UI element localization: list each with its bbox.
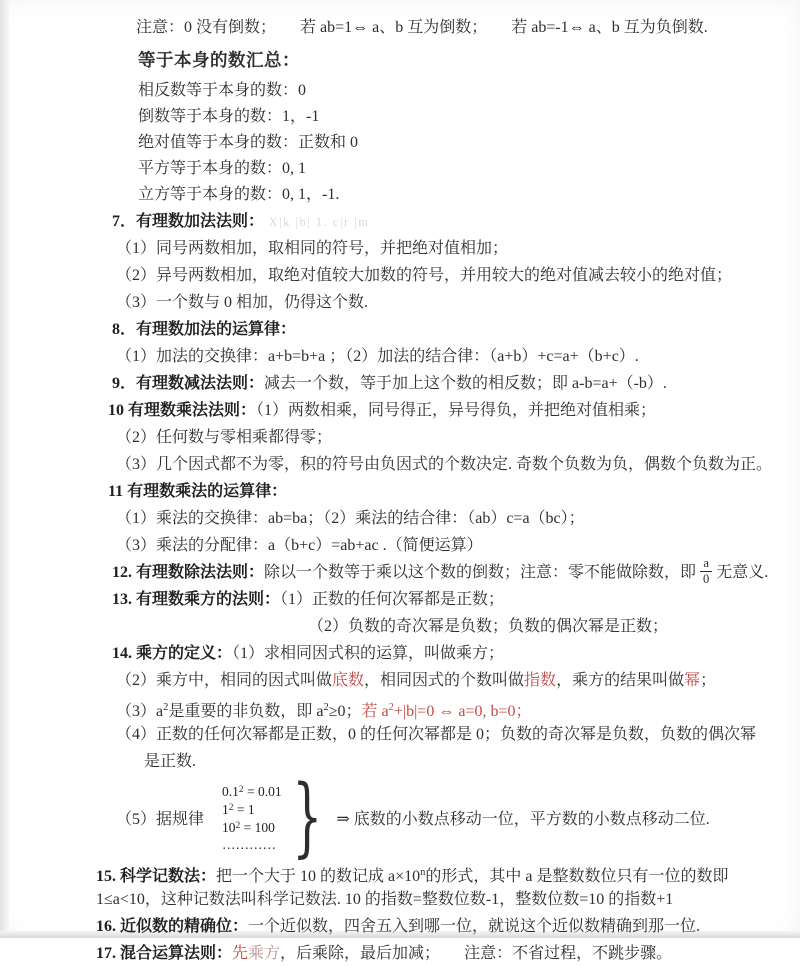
note-reciprocal-line [136, 14, 788, 42]
text-segment: ； [700, 672, 717, 689]
section-13-heading [112, 586, 788, 613]
equation-line [222, 782, 282, 800]
fraction-a-over-0 [700, 557, 712, 585]
text-segment: （1）同号两数相加，取相同的符号，并把绝对值相加； [116, 240, 509, 257]
equation-line [222, 836, 282, 853]
text-segment: （1）加法的交换律：a+b=b+a ；（2）加法的结合律：（a+b）+c=a+（b+c）. [116, 348, 639, 365]
summary-title [138, 45, 788, 75]
equation-line [222, 800, 282, 818]
text-segment: 减去一个数，等于加上这个数的相反数；即 a-b=a+（-b）. [264, 375, 667, 392]
text-segment: 是正数. [144, 753, 197, 770]
text-segment: （2）异号两数相加，取绝对值较大加数的符号，并用较大的绝对值减去较小的绝对值； [116, 267, 733, 284]
text-segment: 等于本身的数汇总： [138, 50, 300, 70]
text-segment: 11 有理数乘法的运算律： [108, 483, 288, 500]
section-16-precision-rule [96, 913, 788, 940]
summary-item-opposite [138, 78, 788, 104]
text-segment: （3）几个因式都不为零，积的符号由负因式的个数决定. 奇数个负数为负，偶数个负数为正。 [116, 456, 773, 473]
text-segment: 17. 混合运算法则： [96, 945, 233, 962]
equation-exponent: 2 [238, 784, 244, 795]
text-segment: （4）正数的任何次幂都是正数，0 的任何次幂都是 0；负数的奇次幂是负数，负数的偶次幂 [116, 726, 757, 743]
text-segment: 13. 有理数乘方的法则： [112, 591, 281, 608]
fraction-numerator: a [703, 556, 709, 571]
section-14-heading [112, 640, 788, 667]
text-segment: 无意义. [716, 564, 769, 581]
fraction-denominator: 0 [700, 571, 712, 586]
text-segment: （3）一个数与 0 相加，仍得这个数. [116, 294, 369, 311]
text-segment: 先 [232, 945, 249, 962]
section-10-item-2 [116, 424, 788, 451]
section-7-heading [112, 208, 788, 235]
summary-item-reciprocal [138, 104, 788, 130]
rule-block-conclusion: ⇒ 底数的小数点移动一位，平方数的小数点移动二位. [336, 810, 710, 828]
text-segment: （1）两数相乘，同号得正，异号得负，并把绝对值相乘； [256, 402, 657, 419]
section-10-item-3 [116, 451, 788, 478]
text-segment: +|b|=0 ⇔ a=0, b=0； [393, 703, 532, 720]
equation-rhs: = 1 [233, 801, 255, 817]
section-17-mixed-operation-rule [96, 940, 788, 967]
text-segment: 10 有理数乘法法则： [108, 402, 257, 419]
section-10-heading [108, 397, 788, 424]
equation-rhs: = 0.01 [243, 783, 282, 799]
equation-base: 0.1 [222, 783, 239, 799]
section-7-item-3 [116, 289, 788, 316]
equation-line [222, 818, 282, 836]
section-12-division-rule [112, 556, 788, 586]
section-8-heading [112, 316, 788, 343]
summary-item-square [138, 156, 788, 182]
section-14-item-2 [116, 667, 788, 694]
text-segment: 是重要的非负数，即 a [168, 703, 324, 720]
text-segment: 除以一个数等于乘以这个数的倒数；注意：零不能做除数，即 [264, 564, 697, 581]
text-segment: ≥0； [328, 703, 362, 720]
text-segment: 底数 [332, 672, 365, 689]
text-segment: 立方等于本身的数：0, 1，-1. [138, 186, 340, 203]
text-segment: 2 [323, 702, 329, 713]
text-segment: 14. 乘方的定义： [112, 645, 233, 662]
section-11-heading [108, 478, 788, 505]
text-segment: 相反数等于本身的数：0 [138, 82, 307, 99]
text-segment: 乘方 [248, 945, 281, 962]
section-15-heading [96, 859, 788, 886]
text-segment: 9．有理数减法法则： [112, 375, 265, 392]
text-segment: （1）正数的任何次幂都是正数； [280, 591, 505, 608]
text-segment: （1）求相同因式积的运算，叫做乘方； [232, 645, 505, 662]
text-segment: 绝对值等于本身的数：正数和 0 [138, 134, 359, 151]
text-segment: 15. 科学记数法： [96, 868, 217, 885]
equation-exponent: 2 [235, 820, 241, 831]
text-segment: 2 [163, 702, 169, 713]
text-segment: （2）乘方中，相同的因式叫做 [116, 672, 333, 689]
text-segment: 幂 [684, 672, 701, 689]
section-14-item-3 [116, 694, 788, 721]
section-8-item-1-2 [116, 343, 788, 370]
equation-base: 1 [222, 801, 229, 817]
equation-base: 10 [222, 819, 236, 835]
section-7-item-2 [116, 262, 788, 289]
text-segment: 2 [388, 702, 394, 713]
text-segment: （2）负数的奇次幂是负数；负数的偶次幂是正数； [308, 618, 669, 635]
section-11-item-1-2 [116, 505, 788, 532]
right-brace-glyph: } [291, 767, 323, 867]
summary-item-absolute [138, 130, 788, 156]
section-11-item-3 [116, 532, 788, 559]
rule-block-equations [222, 782, 282, 853]
section-15-cont [96, 886, 788, 913]
equation-base: ………… [222, 836, 277, 852]
text-segment: （2）任何数与零相乘都得零； [116, 429, 333, 446]
text-segment: （3）a [116, 703, 164, 720]
rule-block [116, 767, 788, 867]
text-segment: 的形式，其中 a 是整数数位只有一位的数即 [425, 868, 729, 885]
text-segment: 若 a [361, 703, 389, 720]
text-segment: 指数 [524, 672, 557, 689]
text-segment: 7．有理数加法法则： [112, 213, 265, 230]
text-segment: 16. 近似数的精确位： [96, 918, 249, 935]
summary-item-cube [138, 182, 788, 208]
text-segment: n [420, 867, 426, 878]
text-segment: 注意：不省过程，不跳步骤。 [432, 945, 673, 962]
text-segment: 12. 有理数除法法则： [112, 564, 265, 581]
section-14-item-4-cont [144, 748, 788, 775]
section-13-item-2 [308, 613, 788, 640]
text-segment: ，相同因式的个数叫做 [364, 672, 525, 689]
text-segment: （3）乘法的分配律：a（b+c）=ab+ac .（简便运算） [116, 537, 483, 554]
text-segment: X|k |b| 1. c|r |m [264, 215, 370, 229]
section-14-item-4 [116, 721, 788, 748]
text-segment: 倒数等于本身的数：1，-1 [138, 108, 320, 125]
section-7-item-1 [116, 235, 788, 262]
text-segment: 1≤a<10，这种记数法叫科学记数法. 10 的指数=整数位数-1，整数位数=10 的指数+1 [96, 891, 674, 908]
text-segment: ，后乘除，最后加减； [280, 945, 433, 962]
text-segment: （1）乘法的交换律：ab=ba；（2）乘法的结合律：（ab）c=a（bc）； [116, 510, 585, 527]
text-segment: 注意：0 没有倒数； 若 ab=1⇔ a、b 互为倒数； 若 ab=-1⇔ a、b 互为负倒数. [136, 19, 708, 36]
text-segment: 平方等于本身的数：0, 1 [138, 160, 307, 177]
text-segment: 8．有理数加法的运算律： [112, 321, 297, 338]
rule-block-label: （5）据规律 [116, 810, 205, 828]
text-segment: ，乘方的结果叫做 [556, 672, 685, 689]
equation-rhs: = 100 [240, 819, 275, 835]
section-9-heading [112, 370, 788, 397]
equation-exponent: 2 [228, 802, 234, 813]
text-segment: 把一个大于 10 的数记成 a×10 [216, 868, 421, 885]
text-segment: 一个近似数，四舍五入到哪一位，就说这个近似数精确到那一位. [248, 918, 701, 935]
